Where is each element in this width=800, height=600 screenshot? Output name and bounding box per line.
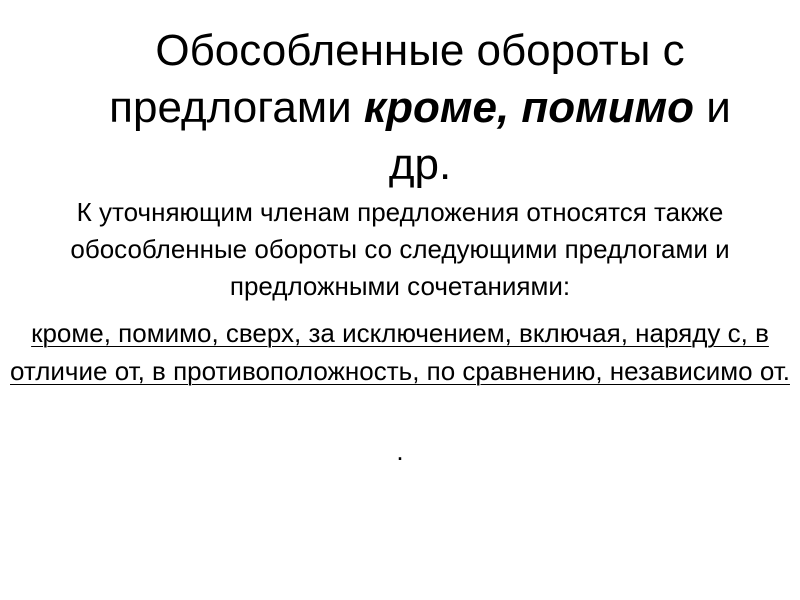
slide-title xyxy=(95,22,745,193)
title-suffix: и др. xyxy=(388,83,731,189)
title-text: Обособленные обороты с предлогами xyxy=(109,26,685,132)
trailing-mark: . xyxy=(396,436,404,466)
title-emphasis: кроме, помимо xyxy=(363,83,695,132)
prepositions-list: кроме, помимо, сверх, за исключением, включая, наряду с, в отличие от, в противоположность, по сравнению, независимо от. xyxy=(10,318,790,386)
intro-paragraph: К уточняющим членам предложения относятся также обособленные обороты со следующими предлогами и предложными сочетаниями: xyxy=(70,197,730,301)
